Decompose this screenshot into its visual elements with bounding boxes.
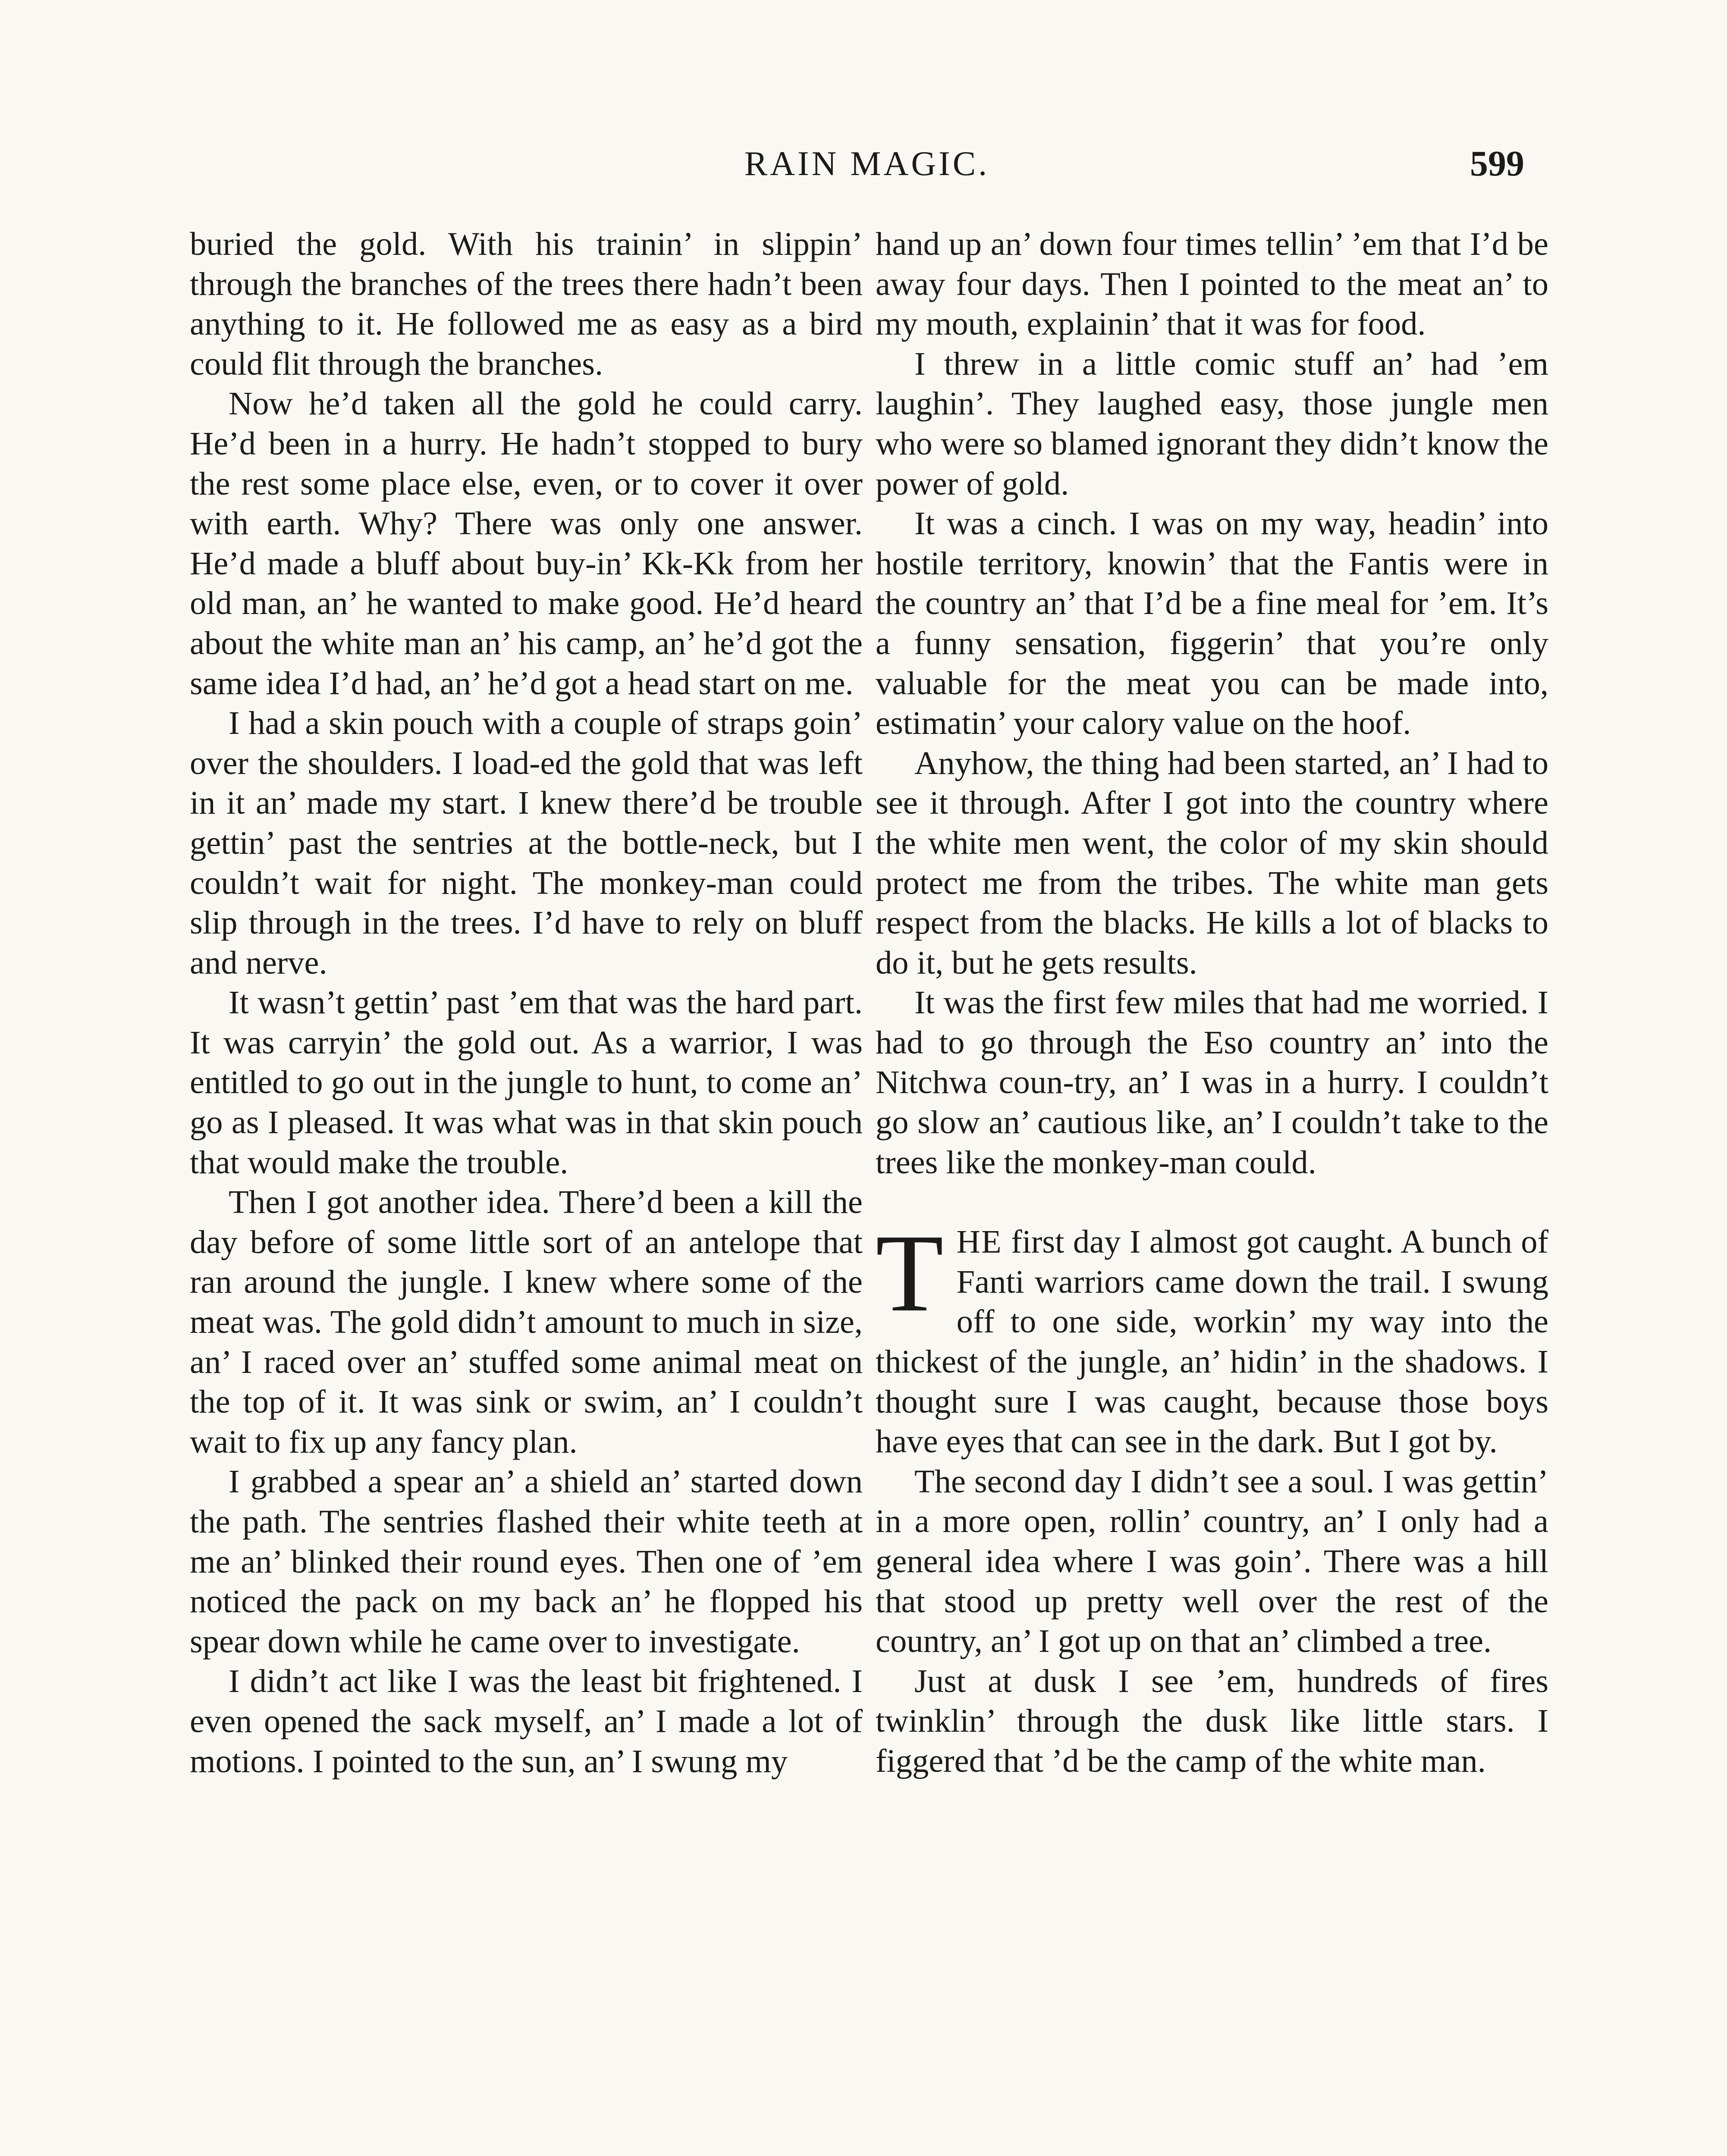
paragraph: I threw in a little comic stuff an’ had ’em laughin’. They laughed easy, those jungle men who were so blamed ignorant they didn’t know the power of gold. xyxy=(876,345,1548,502)
drop-cap-paragraph xyxy=(876,1211,1548,1462)
paragraph: Then I got another idea. There’d been a kill the day before of some little sort of an antelope that ran around the jungle. I knew where some of the meat was. The gold didn’t amount to much in size, an’ I raced over an’ stuffed some animal meat on the top of it. It was sink or swim, an’ I couldn’t wait to fix up any fancy plan. xyxy=(190,1184,863,1460)
paragraph-text: first day I almost got caught. A bunch of Fanti warriors came down the trail. I swung off to one side, workin’ my way into the thickest of the jungle, an’ hidin’ in the shadows. I thought sure I was caught, because those boys have eyes that can see in the dark. But I got by. xyxy=(876,1223,1548,1460)
running-head xyxy=(0,138,1727,190)
paragraph: It was the first few miles that had me worried. I had to go through the Eso country an’ into the Nitchwa coun-try, an’ I was in a hurry. I couldn’t go slow an’ cautious like, an’ I couldn’t take to the trees like the monkey-man could. xyxy=(876,984,1548,1181)
drop-cap: T xyxy=(876,1211,944,1335)
paragraph: I grabbed a spear an’ a shield an’ started down the path. The sentries flashed their white teeth at me an’ blinked their round eyes. Then one of ’em noticed the pack on my back an’ he flopped his spear down while he came over to investigate. xyxy=(190,1463,863,1660)
paragraph: The second day I didn’t see a soul. I was gettin’ in a more open, rollin’ country, an’ I only had a general idea where I was goin’. There was a hill that stood up pretty well over the rest of the country, an’ I got up on that an’ climbed a tree. xyxy=(876,1463,1548,1660)
paragraph: hand up an’ down four times tellin’ ’em that I’d be away four days. Then I pointed to the meat an’ to my mouth, explainin’ that it was for food. xyxy=(876,226,1548,342)
page-number: 599 xyxy=(1470,144,1524,184)
paragraph: I had a skin pouch with a couple of straps goin’ over the shoulders. I load-ed the gold that was left in it an’ made my start. I knew there’d be trouble gettin’ past the sentries at the bottle-neck, but I couldn’t wait for night. The monkey-man could slip through in the trees. I’d have to rely on bluff and nerve. xyxy=(190,705,863,981)
paragraph: It wasn’t gettin’ past ’em that was the hard part. It was carryin’ the gold out. As a warrior, I was entitled to go out in the jungle to hunt, to come an’ go as I pleased. It was what was in that skin pouch that would make the trouble. xyxy=(190,984,863,1181)
paragraph: It was a cinch. I was on my way, headin’ into hostile territory, knowin’ that the Fantis were in the country an’ that I’d be a fine meal for ’em. It’s a funny sensation, figgerin’ that you’re only valuable for the meat you can be made into, estimatin’ your calory value on the hoof. xyxy=(876,505,1548,742)
paragraph: buried the gold. With his trainin’ in slippin’ through the branches of the trees there hadn’t been anything to it. He followed me as easy as a bird could flit through the branches. xyxy=(190,226,863,382)
paragraph: Anyhow, the thing had been started, an’ I had to see it through. After I got into the country where the white men went, the color of my skin should protect me from the tribes. The white man gets respect from the blacks. He kills a lot of blacks to do it, but he gets results. xyxy=(876,744,1548,981)
paragraph: Just at dusk I see ’em, hundreds of fires twinklin’ through the dusk like little stars. I figgered that ’d be the camp of the white man. xyxy=(876,1662,1548,1779)
right-column xyxy=(876,224,1548,1781)
section-break xyxy=(876,1182,1548,1222)
left-column xyxy=(190,224,863,1781)
page-title: RAIN MAGIC. xyxy=(744,145,990,183)
paragraph: Now he’d taken all the gold he could carry. He’d been in a hurry. He hadn’t stopped to bury the rest some place else, even, or to cover it over with earth. Why? There was only one answer. He’d made a bluff about buy-in’ Kk-Kk from her old man, an’ he wanted to make good. He’d heard about the white man an’ his camp, an’ he’d got the same idea I’d had, an’ he’d got a head start on me. xyxy=(190,385,863,702)
paragraph: I didn’t act like I was the least bit frightened. I even opened the sack myself, an’ I made a lot of motions. I pointed to the sun, an’ I swung my xyxy=(190,1663,863,1780)
lead-in: HE xyxy=(956,1223,1002,1260)
